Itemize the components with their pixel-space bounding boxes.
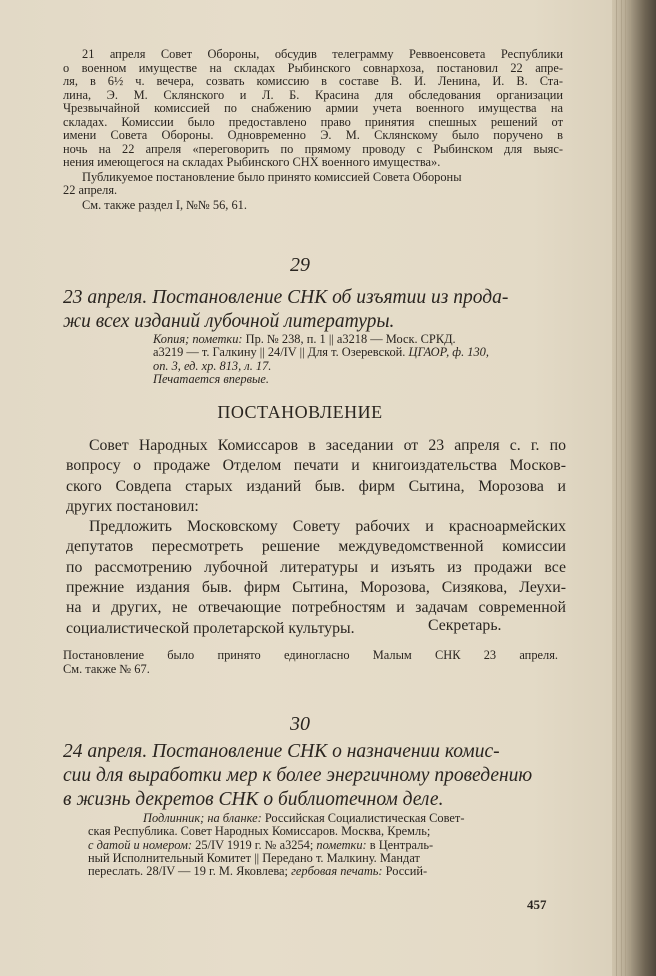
heading-30-line: сии для выработки мер к более энергичному проведению [63,765,533,786]
source-30-forward: переслать. 28/IV — 19 г. М. Яковлева; [88,864,292,879]
resolution-title: ПОСТАНОВЛЕНИЕ [217,402,383,422]
document-29-heading [63,286,573,334]
source-30-marks: в Централь- [366,837,434,852]
source-30-date-label: с датой и номером: [88,837,193,852]
intro-line: нения имеющегося на складах Рыбинского СНХ военного имущества». [63,155,441,169]
book-spine-edge [612,0,656,976]
source-30-marks-label: пометки: [316,837,367,852]
resolution-paragraph-2-line: депутатов пересмотреть решение междуведомственной комиссии [66,538,566,556]
intro-line: 21 апреля Совет Обороны, обсудив телеграмму Реввоенсовета Республики [82,47,563,61]
heading-29-line-2: жи всех изданий лубочной литературы. [63,311,395,332]
note-29-line-1: Постановление было принято единогласно Малым СНК 23 апреля. [63,648,558,662]
source-30-seal-label: гербовая печать: [291,864,383,879]
source-30-date: 25/IV 1919 г. № а3254; [192,837,317,852]
resolution-paragraph-2-line: Предложить Московскому Совету рабочих и красноармейских [89,518,566,536]
intro-lines [63,48,563,170]
source-29-line-3: оп. 3, ед. хр. 813, л. 17. [153,358,272,373]
page-edge-line [625,0,626,976]
resolution-body [66,436,566,639]
document-number-29: 29 [290,254,310,276]
source-30-label: Подлинник; на бланке: [143,811,262,825]
source-30-line-2: ская Республика. Совет Народных Комиссаров. Москва, Кремль; [88,824,431,839]
signature-secretary: Секретарь. [428,617,502,634]
source-29-label: Копия; пометки: [153,332,243,346]
heading-29-line-1: 23 апреля. Постановление СНК об изъятии из прода- [63,287,509,308]
source-29-routing: а3219 — т. Галкину || 24/IV || Для т. Озеревской. [153,345,409,360]
resolution-paragraph-2-line: по рассмотрению лубочной литературы и изъять из продажи все [66,558,566,576]
intro-paragraph [63,48,563,212]
intro-line: Чрезвычайной комиссией по снабжению армии учета военного имущества на [63,101,563,115]
source-29-archive: ЦГАОР, ф. 130, [408,345,489,360]
intro-line: складах. Комиссии было предоставлено право принятия спешных решений от [63,114,563,129]
resolution-paragraph-1-line: ского Совдепа старых изданий быв. фирм Сытина, Морозова и [66,477,566,495]
intro-line: имени Совета Обороны. Одновременно Э. М. Склянскому было поручено в [63,128,563,142]
source-30-seal: Россий- [382,864,428,879]
resolution-paragraph-2-line: на и других, не отвечающие потребностям и задачам современной [66,599,566,617]
source-30-letterhead: Российская Социалистическая Совет- [261,811,465,825]
source-29-line-4: Печатается впервые. [153,371,269,386]
page-edge-line [621,0,622,976]
heading-30-line: в жизнь декретов СНК о библиотечном деле. [63,789,444,810]
page-edge-line [616,0,617,976]
resolution-paragraph-2-line: прежние издания быв. фирм Сытина, Морозова, Сизякова, Леухи- [66,579,566,597]
document-29-note [63,648,558,676]
source-30-line-5 [88,865,558,878]
resolution-paragraph-1-line: других постановил: [66,497,199,515]
document-30-heading [63,740,583,812]
source-29-ref: Пр. № 238, п. 1 || а3218 — Моск. СРКД. [242,332,456,346]
resolution-paragraph-2-line: социалистической пролетарской культуры. [66,619,355,637]
resolution-paragraph-1 [66,436,566,517]
page-number: 457 [527,897,547,912]
source-29-line-2 [153,346,573,359]
resolution-paragraph-1-line: вопросу о продаже Отделом печати и книгоиздательства Москов- [66,457,566,475]
heading-30-line: 24 апреля. Постановление СНК о назначении комис- [63,741,500,762]
intro-line: ночь на 22 апреля «переговорить по прямому проводу с Рыбинском для выяс- [63,141,563,156]
document-number-30: 30 [290,713,310,735]
intro-line: лина, Э. М. Склянского и Л. Б. Красина для обследования организации [63,87,563,102]
intro-line: о военном имуществе на складах Рыбинского совнархоза, постановил 22 апре- [63,60,563,75]
see-also-note: См. также раздел I, №№ 56, 61. [82,197,247,212]
source-29-line-1 [153,333,573,346]
resolution-paragraph-1-line: Совет Народных Комиссаров в заседании от 23 апреля с. г. по [89,437,566,454]
intro-line: ля, в 6½ ч. вечера, созвать комиссию в составе В. И. Ленина, И. В. Ста- [63,74,563,88]
source-30-line-1 [88,812,558,825]
page-edge-line [630,0,631,976]
source-30-line-3 [88,839,558,852]
published-note-line-2: 22 апреля. [63,183,118,197]
note-29-line-2: См. также № 67. [63,662,150,676]
document-29-source [153,333,573,386]
source-30-line-4: ный Исполнительный Комитет || Передано т. Малкину. Мандат [88,850,420,865]
published-note-line-1: Публикуемое постановление было принято комиссией Совета Обороны [82,169,462,184]
document-30-source [88,812,558,878]
